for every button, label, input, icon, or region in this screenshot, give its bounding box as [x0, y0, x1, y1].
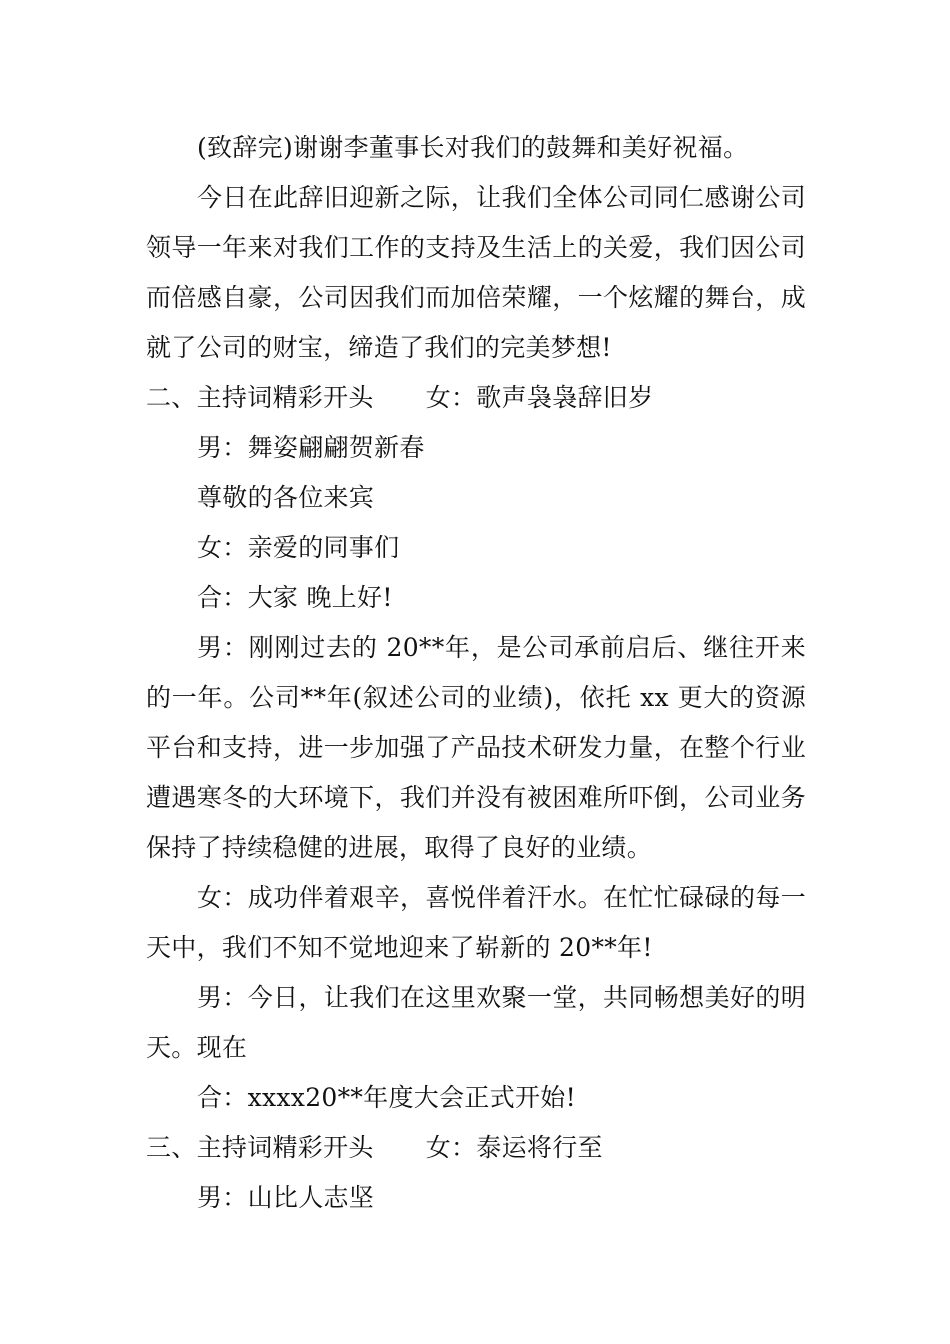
section-heading-2-line: 女：歌声袅袅辞旧岁 — [425, 383, 654, 412]
paragraph-today: 男：今日，让我们在这里欢聚一堂，共同畅想美好的明天。现在 — [146, 983, 806, 1062]
paragraph-new-year-gratitude: 今日在此辞旧迎新之际，让我们全体公司同仁感谢公司领导一年来对我们工作的支持及生活上的关爱，我们因公司而倍感自豪，公司因我们而加倍荣耀，一个炫耀的舞台，成就了公司的财宝，缔造了我们的完美梦想! — [146, 183, 806, 362]
paragraph-colleagues: 女：亲爱的同事们 — [197, 533, 400, 562]
section-heading-3-title: 三、主持词精彩开头 — [146, 1133, 374, 1162]
section-heading-2 — [146, 373, 806, 423]
document-body — [146, 123, 806, 1223]
paragraph-opening: 合：xxxx20**年度大会正式开始! — [197, 1083, 576, 1112]
paragraph-dance: 男：舞姿翩翩贺新春 — [197, 433, 425, 462]
paragraph-mountain: 男：山比人志坚 — [197, 1183, 375, 1212]
paragraph-guests: 尊敬的各位来宾 — [197, 483, 375, 512]
section-heading-3 — [146, 1123, 806, 1173]
section-heading-2-title: 二、主持词精彩开头 — [146, 383, 374, 412]
section-heading-3-line: 女：泰运将行至 — [425, 1133, 603, 1162]
paragraph-thanks: (致辞完)谢谢李董事长对我们的鼓舞和美好祝福。 — [197, 133, 749, 162]
paragraph-good-evening: 合：大家 晚上好! — [197, 583, 393, 612]
paragraph-past-year: 男：刚刚过去的 20**年，是公司承前启后、继往开来的一年。公司**年(叙述公司的业绩)，依托 xx 更大的资源平台和支持，进一步加强了产品技术研发力量，在整个行业遭遇寒冬的大环境下，我们并没有被困难所吓倒，公司业务保持了持续稳健的进展，取得了良好的业绩。 — [146, 633, 806, 862]
paragraph-success: 女：成功伴着艰辛，喜悦伴着汗水。在忙忙碌碌的每一天中，我们不知不觉地迎来了崭新的 20**年! — [146, 883, 806, 962]
